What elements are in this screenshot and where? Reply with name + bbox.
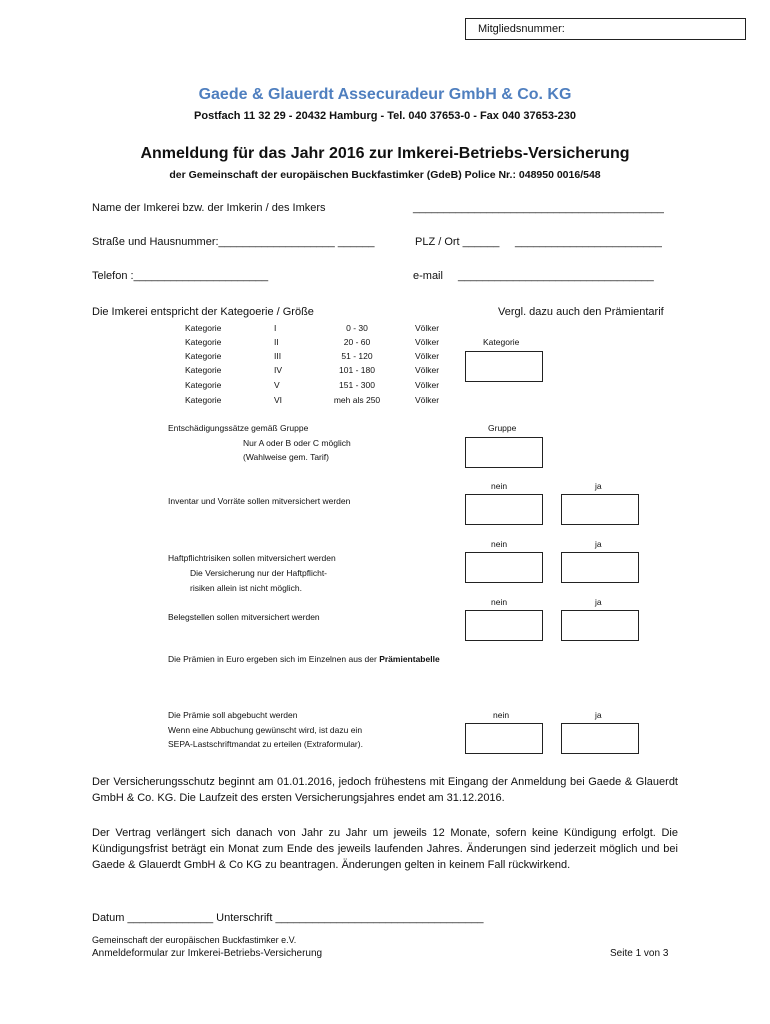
group-box-label: Gruppe — [488, 423, 517, 433]
category-row-unit: Völker — [415, 323, 440, 333]
debit-note-1: Wenn eine Abbuchung gewünscht wird, ist dazu ein — [168, 725, 363, 735]
mating-yes-label: ja — [595, 597, 602, 607]
category-row-number: V — [274, 380, 280, 390]
name-label: Name der Imkerei bzw. der Imkerin / des Imkers — [92, 202, 326, 214]
premium-note — [168, 654, 440, 664]
category-row-range: 101 - 180 — [339, 365, 375, 375]
member-number-field[interactable] — [465, 18, 746, 40]
category-row-number: III — [274, 351, 282, 361]
debit-no-box[interactable] — [465, 723, 543, 754]
form-subtitle: der Gemeinschaft der europäischen Buckfastimker (GdeB) Police Nr.: 048950 0016/548 — [169, 169, 601, 181]
inventory-label: Inventar und Vorräte sollen mitversichert werden — [168, 496, 351, 506]
category-row-label: Kategorie — [185, 380, 222, 390]
inventory-yes-box[interactable] — [561, 494, 639, 525]
debit-no-label: nein — [493, 710, 510, 720]
category-row-unit: Völker — [415, 395, 440, 405]
category-row-number: II — [274, 337, 279, 347]
group-input-box[interactable] — [465, 437, 543, 468]
group-note-2: (Wahlweise gem. Tarif) — [243, 452, 329, 462]
category-row-unit: Völker — [415, 337, 440, 347]
category-row-unit: Völker — [415, 351, 440, 361]
mating-no-label: nein — [491, 597, 508, 607]
category-row-range: 151 - 300 — [339, 380, 375, 390]
group-label: Entschädigungssätze gemäß Gruppe — [168, 423, 309, 433]
category-input-box[interactable] — [465, 351, 543, 382]
category-row-label: Kategorie — [185, 351, 222, 361]
category-intro: Die Imkerei entspricht der Kategoerie / Größe — [92, 306, 314, 318]
category-row-number: I — [274, 323, 277, 333]
debit-label: Die Prämie soll abgebucht werden — [168, 710, 298, 720]
email-label: e-mail — [413, 270, 443, 282]
liability-no-label: nein — [491, 539, 508, 549]
liability-yes-label: ja — [595, 539, 602, 549]
renewal-paragraph: Der Vertrag verlängert sich danach von Jahr zu Jahr um jeweils 12 Monate, sofern keine Kündigung erfolgt. Die Kündigungsfrist beträgt ein Monat zum Ende des jeweils laufenden Jahres. Änderungen sind jederzeit möglich und bei Gaede & Glauerdt GmbH & Co KG zu beantragen. Änderungen gelten in keinem Fall rückwirkend. — [92, 827, 678, 871]
email-line[interactable]: ________________________________ — [458, 270, 654, 282]
premium-note-text: Die Prämien in Euro ergeben sich im Einzelnen aus der — [168, 654, 380, 664]
liability-yes-box[interactable] — [561, 552, 639, 583]
footer-form-name: Anmeldeformular zur Imkerei-Betriebs-Versicherung — [92, 948, 323, 959]
inventory-no-box[interactable] — [465, 494, 543, 525]
inventory-no-label: nein — [491, 481, 508, 491]
category-row-label: Kategorie — [185, 365, 222, 375]
liability-note-2: risiken allein ist nicht möglich. — [190, 583, 302, 593]
liability-note-1: Die Versicherung nur der Haftpflicht- — [190, 568, 328, 578]
category-row-unit: Völker — [415, 380, 440, 390]
category-row-range: 0 - 30 — [346, 323, 368, 333]
company-name: Gaede & Glauerdt Assecuradeur GmbH & Co. KG — [198, 86, 572, 103]
inventory-yes-label: ja — [595, 481, 602, 491]
date-signature-line[interactable]: Datum ______________ Unterschrift __________________________________ — [92, 912, 484, 924]
phone-label[interactable]: Telefon :______________________ — [92, 270, 269, 282]
category-row-range: 51 - 120 — [341, 351, 373, 361]
company-address: Postfach 11 32 29 - 20432 Hamburg - Tel. 040 37653-0 - Fax 040 37653-230 — [194, 110, 576, 122]
name-line[interactable]: _________________________________________ — [413, 202, 664, 214]
mating-no-box[interactable] — [465, 610, 543, 641]
street-label[interactable]: Straße und Hausnummer:___________________ ______ — [92, 236, 375, 248]
mating-label: Belegstellen sollen mitversichert werden — [168, 612, 320, 622]
liability-label: Haftpflichtrisiken sollen mitversichert werden — [168, 553, 336, 563]
plz-line[interactable]: ________________________ — [515, 236, 662, 248]
footer-page-number: Seite 1 von 3 — [610, 948, 669, 959]
premium-table-ref: Prämientabelle — [379, 654, 440, 664]
category-row-unit: Völker — [415, 365, 440, 375]
liability-no-box[interactable] — [465, 552, 543, 583]
category-box-label: Kategorie — [483, 337, 520, 347]
coverage-paragraph: Der Versicherungsschutz beginnt am 01.01.2016, jedoch frühestens mit Eingang der Anmeldung bei Gaede & Glauerdt GmbH & Co. KG. Die Laufzeit des ersten Versicherungsjahres endet am 31.12.2016. — [92, 776, 678, 804]
group-note-1: Nur A oder B oder C möglich — [243, 438, 351, 448]
plz-label[interactable]: PLZ / Ort ______ — [415, 236, 500, 248]
category-row-label: Kategorie — [185, 323, 222, 333]
category-row-number: VI — [274, 395, 283, 405]
category-row-range: 20 - 60 — [343, 337, 371, 347]
category-row-label: Kategorie — [185, 395, 222, 405]
member-number-label: Mitgliedsnummer: — [478, 23, 565, 35]
category-row-number: IV — [274, 365, 283, 375]
category-row-label: Kategorie — [185, 337, 222, 347]
footer-org: Gemeinschaft der europäischen Buckfastimker e.V. — [92, 935, 297, 945]
category-row-range: meh als 250 — [333, 395, 381, 405]
debit-yes-box[interactable] — [561, 723, 639, 754]
debit-yes-label: ja — [595, 710, 602, 720]
debit-note-2: SEPA-Lastschriftmandat zu erteilen (Extraformular). — [168, 739, 363, 749]
mating-yes-box[interactable] — [561, 610, 639, 641]
form-title: Anmeldung für das Jahr 2016 zur Imkerei-Betriebs-Versicherung — [140, 145, 630, 162]
tariff-note: Vergl. dazu auch den Prämientarif — [498, 306, 664, 318]
